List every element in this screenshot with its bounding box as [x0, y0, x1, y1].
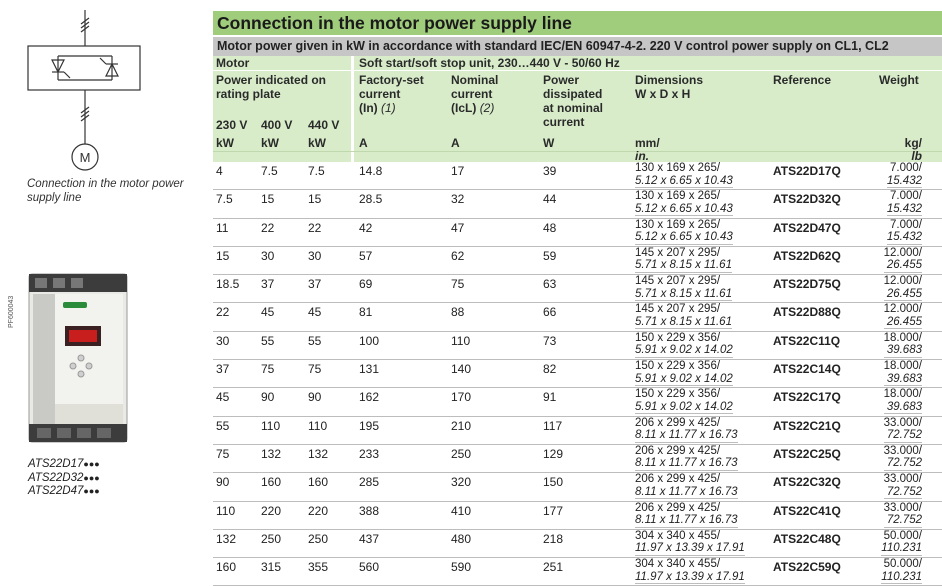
cell-factory-current: 28.5: [359, 192, 383, 207]
cell-dimensions: [635, 275, 732, 301]
header-230v: 230 V: [216, 118, 248, 132]
cell-kw-440: 132: [308, 446, 329, 461]
dims-in: 8.11 x 11.77 x 16.73: [635, 485, 738, 498]
page-title: Connection in the motor power supply line: [213, 11, 942, 35]
cell-kw-400: 315: [261, 560, 282, 575]
cell-kw-230: 18.5: [216, 277, 240, 292]
header-dims-1: Dimensions: [635, 73, 704, 87]
cell-weight: [887, 219, 922, 245]
cell-kw-230: 110: [216, 503, 236, 518]
cell-kw-440: 90: [308, 390, 322, 405]
weight-kg: 33.000/: [883, 416, 922, 429]
cell-power-dissipated: 59: [543, 248, 557, 263]
table-header: [213, 56, 942, 162]
cell-kw-230: 55: [216, 418, 230, 433]
cell-kw-400: 37: [261, 277, 275, 292]
cell-power-dissipated: 73: [543, 333, 557, 348]
dims-in: 5.91 x 9.02 x 14.02: [635, 344, 733, 357]
header-power-3: at nominal: [543, 101, 604, 115]
header-unit-mm: mm/: [635, 136, 660, 150]
dims-in: 5.71 x 8.15 x 11.61: [635, 315, 732, 328]
cell-factory-current: 131: [359, 362, 380, 377]
cell-reference: ATS22C41Q: [773, 503, 841, 518]
cell-kw-230: 45: [216, 390, 230, 405]
header-power-rating-2: rating plate: [216, 87, 281, 101]
cell-dimensions: [635, 417, 738, 443]
cell-reference: ATS22D62Q: [773, 248, 841, 263]
cell-kw-400: 110: [261, 418, 281, 433]
weight-kg: 33.000/: [883, 473, 922, 486]
cell-weight: [884, 445, 922, 471]
cell-kw-440: 220: [308, 503, 329, 518]
dims-in: 11.97 x 13.39 x 17.91: [635, 570, 745, 583]
cell-reference: ATS22D88Q: [773, 305, 841, 320]
page-subtitle: Motor power given in kW in accordance with standard IEC/EN 60947-4-2. 220 V control power supply on CL1, CL2: [213, 37, 942, 56]
header-separator: [351, 56, 354, 162]
dims-in: 5.91 x 9.02 x 14.02: [635, 372, 733, 385]
model-list: [28, 458, 100, 499]
table-row: [213, 247, 942, 275]
header-nominal-1: Nominal: [451, 73, 499, 87]
header-rule: [213, 70, 942, 71]
cell-factory-current: 42: [359, 220, 373, 235]
cell-reference: ATS22D32Q: [773, 192, 841, 207]
cell-reference: ATS22C11Q: [773, 333, 841, 348]
cell-factory-current: 195: [359, 418, 380, 433]
dims-in: 5.71 x 8.15 x 11.61: [635, 287, 732, 300]
cell-nominal-current: 88: [451, 305, 465, 320]
table-row: [213, 303, 942, 331]
cell-kw-400: 7.5: [261, 164, 278, 178]
cell-power-dissipated: 177: [543, 503, 564, 518]
table-row: [213, 502, 942, 530]
cell-dimensions: [635, 303, 732, 329]
header-rule: [213, 151, 942, 152]
cell-nominal-current: 320: [451, 475, 472, 490]
cell-power-dissipated: 39: [543, 164, 557, 178]
cell-weight: [887, 162, 922, 188]
weight-lb: 39.683: [884, 344, 922, 358]
weight-lb: 110.231: [881, 542, 922, 555]
cell-dimensions: [635, 190, 733, 216]
table-row: [213, 219, 942, 247]
cell-kw-440: 15: [308, 192, 322, 207]
dims-mm: 304 x 340 x 455/: [635, 529, 721, 542]
cell-nominal-current: 480: [451, 531, 472, 546]
cell-kw-440: 45: [308, 305, 322, 320]
cell-power-dissipated: 117: [543, 418, 563, 433]
cell-kw-440: 250: [308, 531, 329, 546]
dims-mm: 206 x 299 x 425/: [635, 444, 721, 457]
cell-nominal-current: 250: [451, 446, 472, 461]
weight-lb: 15.432: [886, 231, 922, 244]
weight-lb: 72.752: [884, 514, 922, 528]
cell-kw-400: 220: [261, 503, 282, 518]
table-row: [213, 332, 942, 360]
dims-mm: 206 x 299 x 425/: [635, 473, 721, 486]
cell-dimensions: [635, 558, 745, 584]
cell-dimensions: [635, 502, 738, 528]
cell-nominal-current: 110: [451, 333, 471, 348]
cell-kw-440: 55: [308, 333, 322, 348]
table-row: [213, 388, 942, 416]
cell-reference: ATS22C21Q: [773, 418, 841, 433]
cell-kw-400: 132: [261, 446, 282, 461]
header-factory-2: current: [359, 87, 401, 101]
cell-dimensions: [635, 473, 738, 499]
cell-factory-current: 100: [359, 333, 380, 348]
table-row: [213, 445, 942, 473]
cell-reference: ATS22C59Q: [773, 560, 841, 575]
weight-kg: 12.000/: [883, 275, 922, 288]
header-motor: Motor: [216, 56, 250, 70]
cell-factory-current: 57: [359, 248, 373, 263]
cell-weight: [884, 360, 922, 386]
dims-in: 8.11 x 11.77 x 16.73: [635, 457, 738, 470]
cell-dimensions: [635, 530, 745, 556]
weight-kg: 18.000/: [883, 360, 922, 373]
cell-factory-current: 233: [359, 446, 380, 461]
weight-kg: 7.000/: [890, 190, 922, 203]
cell-dimensions: [635, 162, 733, 188]
table-body: [213, 162, 942, 586]
weight-lb: 26.455: [884, 316, 922, 330]
cell-dimensions: [635, 247, 732, 273]
cell-nominal-current: 32: [451, 192, 465, 207]
cell-kw-440: 75: [308, 362, 322, 377]
header-unit-w: W: [543, 136, 555, 150]
cell-weight: [884, 303, 922, 329]
dims-mm: 150 x 229 x 356/: [635, 388, 721, 401]
cell-kw-400: 75: [261, 362, 275, 377]
cell-reference: ATS22D75Q: [773, 277, 841, 292]
cell-power-dissipated: 91: [543, 390, 557, 405]
dims-in: 5.91 x 9.02 x 14.02: [635, 400, 733, 413]
header-400v: 400 V: [261, 118, 293, 132]
weight-lb: 15.432: [886, 174, 922, 187]
cell-power-dissipated: 251: [543, 560, 564, 575]
table-row: [213, 417, 942, 445]
header-440v: 440 V: [308, 118, 340, 132]
cell-reference: ATS22C17Q: [773, 390, 841, 405]
cell-weight: [884, 247, 922, 273]
spec-table: [213, 11, 942, 586]
cell-kw-440: 30: [308, 248, 322, 263]
cell-kw-440: 355: [308, 560, 329, 575]
dims-mm: 150 x 229 x 356/: [635, 360, 721, 373]
dims-mm: 150 x 229 x 356/: [635, 331, 721, 344]
header-factory-3: (In) (1): [359, 101, 396, 115]
cell-factory-current: 388: [359, 503, 380, 518]
cell-kw-400: 15: [261, 192, 275, 207]
cell-power-dissipated: 44: [543, 192, 557, 207]
cell-nominal-current: 210: [451, 418, 472, 433]
header-factory-1: Factory-set: [359, 73, 424, 87]
cell-kw-440: 160: [308, 475, 329, 490]
dims-in: 8.11 x 11.77 x 16.73: [635, 429, 738, 442]
table-row: [213, 558, 942, 586]
weight-lb: 39.683: [884, 373, 922, 387]
connection-diagram: [18, 10, 168, 175]
photo-ref-code: PF600043: [8, 295, 15, 328]
cell-kw-400: 160: [261, 475, 282, 490]
cell-power-dissipated: 48: [543, 220, 557, 235]
cell-kw-440: 22: [308, 220, 322, 235]
dims-in: 8.11 x 11.77 x 16.73: [635, 514, 738, 527]
header-unit-a: A: [359, 136, 368, 150]
cell-kw-400: 55: [261, 333, 275, 348]
weight-lb: 26.455: [884, 259, 922, 273]
cell-dimensions: [635, 388, 733, 414]
motor-symbol: M: [79, 150, 91, 165]
weight-lb: 15.432: [886, 202, 922, 215]
header-nominal-2: current: [451, 87, 493, 101]
cell-factory-current: 69: [359, 277, 373, 292]
weight-kg: 7.000/: [890, 218, 922, 231]
cell-kw-230: 37: [216, 362, 230, 377]
cell-weight: [884, 275, 922, 301]
weight-kg: 18.000/: [883, 331, 922, 344]
cell-nominal-current: 140: [451, 362, 472, 377]
cell-reference: ATS22C48Q: [773, 531, 841, 546]
cell-power-dissipated: 82: [543, 362, 557, 377]
weight-kg: 12.000/: [883, 303, 922, 316]
cell-power-dissipated: 218: [543, 531, 564, 546]
dims-mm: 206 x 299 x 425/: [635, 501, 721, 514]
weight-lb: 72.752: [884, 429, 922, 443]
cell-nominal-current: 17: [451, 164, 465, 178]
dims-mm: 145 x 207 x 295/: [635, 303, 721, 316]
model-line: ATS22D17●●●: [28, 458, 100, 470]
cell-reference: ATS22C14Q: [773, 362, 841, 377]
dims-in: 5.12 x 6.65 x 10.43: [635, 231, 733, 244]
cell-kw-230: 15: [216, 248, 230, 263]
dims-in: 5.71 x 8.15 x 11.61: [635, 259, 732, 272]
header-kw-400: kW: [261, 136, 279, 150]
cell-kw-400: 90: [261, 390, 275, 405]
cell-reference: ATS22D17Q: [773, 164, 841, 178]
weight-lb: 72.752: [884, 457, 922, 471]
header-kw-230: kW: [216, 136, 234, 150]
cell-kw-440: 110: [308, 418, 328, 433]
dims-mm: 304 x 340 x 455/: [635, 558, 721, 571]
cell-kw-230: 132: [216, 531, 237, 546]
cell-dimensions: [635, 360, 733, 386]
cell-power-dissipated: 129: [543, 446, 564, 461]
product-photo: [25, 268, 135, 446]
weight-lb: 26.455: [884, 288, 922, 302]
cell-weight: [881, 558, 922, 584]
header-unit-kg: kg/: [904, 136, 922, 150]
cell-factory-current: 437: [359, 531, 380, 546]
cell-weight: [887, 190, 922, 216]
header-dims-2: W x D x H: [635, 87, 691, 101]
cell-weight: [884, 388, 922, 414]
weight-kg: 50.000/: [883, 558, 922, 571]
header-softstart: Soft start/soft stop unit, 230…440 V - 50/60 Hz: [359, 56, 620, 70]
table-row: [213, 473, 942, 501]
cell-nominal-current: 47: [451, 220, 465, 235]
cell-factory-current: 14.8: [359, 164, 383, 178]
table-row: [213, 275, 942, 303]
cell-reference: ATS22D47Q: [773, 220, 841, 235]
header-weight: Weight: [879, 73, 919, 87]
cell-kw-230: 160: [216, 560, 237, 575]
cell-kw-230: 22: [216, 305, 230, 320]
cell-dimensions: [635, 332, 733, 358]
cell-weight: [881, 530, 922, 556]
table-row: [213, 530, 942, 558]
cell-nominal-current: 62: [451, 248, 465, 263]
cell-kw-400: 45: [261, 305, 275, 320]
dims-in: 5.12 x 6.65 x 10.43: [635, 174, 733, 187]
cell-kw-400: 30: [261, 248, 275, 263]
header-power-4: current: [543, 115, 585, 129]
dims-in: 5.12 x 6.65 x 10.43: [635, 202, 733, 215]
model-line: ATS22D32●●●: [28, 471, 100, 484]
cell-factory-current: 560: [359, 560, 380, 575]
weight-kg: 33.000/: [883, 444, 922, 457]
header-unit-in: in.: [635, 149, 649, 163]
header-unit-lb: lb: [911, 149, 922, 163]
dims-mm: 130 x 169 x 265/: [635, 162, 721, 174]
weight-lb: 39.683: [884, 401, 922, 415]
weight-kg: 33.000/: [883, 501, 922, 514]
cell-kw-230: 90: [216, 475, 230, 490]
cell-nominal-current: 75: [451, 277, 465, 292]
header-nominal-3: (IcL) (2): [451, 101, 495, 115]
cell-dimensions: [635, 445, 738, 471]
dims-mm: 206 x 299 x 425/: [635, 416, 721, 429]
cell-reference: ATS22C25Q: [773, 446, 841, 461]
cell-kw-230: 75: [216, 446, 230, 461]
cell-factory-current: 81: [359, 305, 373, 320]
cell-kw-400: 250: [261, 531, 282, 546]
header-kw-440: kW: [308, 136, 326, 150]
header-power-2: dissipated: [543, 87, 603, 101]
cell-nominal-current: 410: [451, 503, 472, 518]
weight-kg: 12.000/: [883, 246, 922, 259]
weight-kg: 50.000/: [883, 529, 922, 542]
cell-weight: [884, 473, 922, 499]
cell-power-dissipated: 150: [543, 475, 564, 490]
cell-reference: ATS22C32Q: [773, 475, 841, 490]
cell-weight: [884, 502, 922, 528]
cell-power-dissipated: 63: [543, 277, 557, 292]
cell-kw-230: 7.5: [216, 192, 233, 207]
dims-mm: 130 x 169 x 265/: [635, 218, 721, 231]
header-power-rating-1: Power indicated on: [216, 73, 327, 87]
header-reference: Reference: [773, 73, 832, 87]
cell-kw-230: 11: [216, 220, 229, 235]
header-unit-a2: A: [451, 136, 460, 150]
left-column: [0, 0, 210, 579]
weight-lb: 110.231: [881, 570, 922, 583]
cell-weight: [884, 332, 922, 358]
table-row: [213, 190, 942, 218]
cell-power-dissipated: 66: [543, 305, 557, 320]
dims-mm: 145 x 207 x 295/: [635, 275, 721, 288]
cell-kw-230: 30: [216, 333, 230, 348]
cell-kw-230: 4: [216, 164, 223, 178]
cell-dimensions: [635, 219, 733, 245]
header-power-1: Power: [543, 73, 580, 87]
dims-mm: 145 x 207 x 295/: [635, 246, 721, 259]
table-row: [213, 162, 942, 190]
cell-kw-440: 37: [308, 277, 322, 292]
weight-kg: 18.000/: [883, 388, 922, 401]
dims-mm: 130 x 169 x 265/: [635, 190, 721, 203]
diagram-caption: Connection in the motor power supply line: [27, 178, 184, 204]
model-line: ATS22D47●●●: [28, 485, 100, 497]
cell-factory-current: 162: [359, 390, 380, 405]
weight-kg: 7.000/: [890, 162, 922, 174]
dims-in: 11.97 x 13.39 x 17.91: [635, 542, 745, 555]
weight-lb: 72.752: [884, 486, 922, 500]
cell-weight: [884, 417, 922, 443]
cell-nominal-current: 590: [451, 560, 472, 575]
cell-factory-current: 285: [359, 475, 380, 490]
cell-kw-400: 22: [261, 220, 275, 235]
table-row: [213, 360, 942, 388]
cell-kw-440: 7.5: [308, 164, 325, 178]
cell-nominal-current: 170: [451, 390, 472, 405]
